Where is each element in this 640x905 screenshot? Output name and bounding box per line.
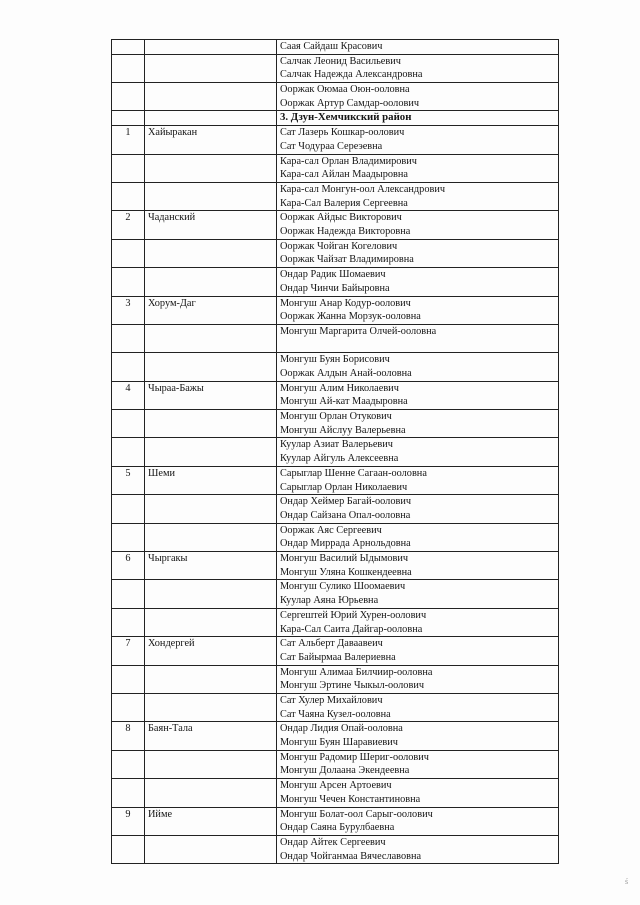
person-name: Ооржак Алдын Анай-ооловна — [280, 367, 412, 379]
names-cell — [277, 580, 559, 608]
scan-mark: ś — [625, 877, 629, 886]
names-cell — [277, 154, 559, 182]
number-cell — [112, 353, 145, 381]
person-name: Куулар Аяна Юрьевна — [280, 595, 379, 607]
number-cell: 8 — [112, 722, 145, 750]
settlement-cell — [145, 111, 277, 126]
number-cell — [112, 438, 145, 466]
person-name: Сарыглар Шенне Сагаан-ооловна — [280, 467, 427, 479]
person-name: Монгуш Буян Борисович — [280, 354, 390, 366]
names-cell — [277, 608, 559, 636]
person-name: Кара-сал Орлан Владимирович — [280, 155, 417, 167]
person-name: Кара-Сал Саита Дайгар-ооловна — [280, 623, 423, 635]
number-cell: 5 — [112, 466, 145, 494]
table-row — [112, 722, 559, 750]
person-name: Салчак Леонид Васильевич — [280, 55, 401, 67]
person-name: Монгуш Уляна Кошкендеевна — [280, 566, 412, 578]
table-row — [112, 83, 559, 111]
number-cell: 6 — [112, 552, 145, 580]
table-row — [112, 552, 559, 580]
person-name: Монгуш Анар Кодур-оолович — [280, 297, 411, 309]
person-name: Ооржак Айдыс Викторович — [280, 212, 402, 224]
person-name: Монгуш Алим Николаевич — [280, 382, 399, 394]
names-cell — [277, 637, 559, 665]
person-name: Ондар Чойганмаа Вячеславовна — [280, 850, 422, 862]
person-name: Ондар Лидия Опай-ооловна — [280, 723, 403, 735]
person-name: Салчак Надежда Александровна — [280, 69, 423, 81]
person-name: Ооржак Надежда Викторовна — [280, 226, 411, 238]
person-name: Монгуш Сулико Шоомаевич — [280, 581, 406, 593]
settlement-cell — [145, 835, 277, 863]
names-cell — [277, 381, 559, 409]
section-row — [112, 111, 559, 126]
person-name: Монгуш Эртине Чыкыл-оолович — [280, 680, 425, 692]
settlement-cell — [145, 693, 277, 721]
person-name: Монгуш Буян Шаравиевич — [280, 737, 398, 749]
settlement-cell — [145, 608, 277, 636]
number-cell — [112, 580, 145, 608]
settlement-cell: Шеми — [145, 466, 277, 494]
person-name: Ооржак Аяс Сергеевич — [280, 524, 382, 536]
person-name: Сат Альберт Даваавеич — [280, 638, 383, 650]
settlement-cell — [145, 182, 277, 210]
person-name: Монгуш Маргарита Олчей-ооловна — [280, 325, 437, 337]
names-cell — [277, 324, 559, 352]
number-cell — [112, 40, 145, 55]
person-name: Куулар Айгуль Алексеевна — [280, 453, 399, 465]
person-name: Ондар Саяна Бурулбаевна — [280, 822, 395, 834]
person-name: Монгуш Арсен Артоевич — [280, 780, 392, 792]
person-name: Саая Сайдаш Красович — [280, 41, 383, 52]
person-name: Ооржак Жанна Морзук-ооловна — [280, 311, 421, 323]
table-row — [112, 665, 559, 693]
roster-table — [111, 39, 559, 864]
number-cell: 7 — [112, 637, 145, 665]
names-cell — [277, 126, 559, 154]
number-cell — [112, 495, 145, 523]
person-name: Ондар Радик Шомаевич — [280, 269, 386, 281]
names-cell — [277, 268, 559, 296]
table-row — [112, 296, 559, 324]
table-row — [112, 40, 559, 55]
table-row — [112, 268, 559, 296]
settlement-cell: Чыраа-Бажы — [145, 381, 277, 409]
person-name: Ондар Чинчи Байыровна — [280, 282, 390, 294]
settlement-cell: Чыргакы — [145, 552, 277, 580]
settlement-cell — [145, 438, 277, 466]
names-cell — [277, 40, 559, 55]
names-cell — [277, 438, 559, 466]
number-cell: 3 — [112, 296, 145, 324]
person-name: Кара-Сал Валерия Сергеевна — [280, 197, 408, 209]
table-row — [112, 807, 559, 835]
names-cell — [277, 552, 559, 580]
number-cell: 4 — [112, 381, 145, 409]
table-row — [112, 54, 559, 82]
person-name: Сат Байырмаа Валериевна — [280, 651, 396, 663]
settlement-cell — [145, 353, 277, 381]
settlement-cell — [145, 54, 277, 82]
settlement-cell — [145, 83, 277, 111]
names-cell — [277, 495, 559, 523]
table-row — [112, 523, 559, 551]
names-cell — [277, 410, 559, 438]
names-cell — [277, 693, 559, 721]
table-row — [112, 410, 559, 438]
person-name: Монгуш Чечен Константиновна — [280, 793, 421, 805]
number-cell — [112, 665, 145, 693]
table-row — [112, 182, 559, 210]
number-cell — [112, 410, 145, 438]
names-cell — [277, 750, 559, 778]
table-row — [112, 381, 559, 409]
names-cell — [277, 239, 559, 267]
person-name: Ондар Айтек Сергеевич — [280, 836, 386, 848]
number-cell — [112, 154, 145, 182]
person-name: Куулар Азиат Валерьевич — [280, 439, 393, 451]
person-name: Ондар Миррада Арнольдовна — [280, 538, 411, 550]
number-cell — [112, 54, 145, 82]
settlement-cell — [145, 268, 277, 296]
person-name: Ондар Хеймер Багай-оолович — [280, 496, 412, 508]
person-name: Сат Чодураа Сереэевна — [280, 140, 383, 152]
settlement-cell — [145, 750, 277, 778]
settlement-cell: Чаданский — [145, 211, 277, 239]
table-row — [112, 835, 559, 863]
names-cell — [277, 523, 559, 551]
names-cell — [277, 665, 559, 693]
names-cell — [277, 779, 559, 807]
number-cell — [112, 182, 145, 210]
table-row — [112, 466, 559, 494]
person-name: Ооржак Чайзат Владимировна — [280, 254, 414, 266]
names-cell — [277, 353, 559, 381]
table-row — [112, 495, 559, 523]
settlement-cell: Ийме — [145, 807, 277, 835]
settlement-cell: Хорум-Даг — [145, 296, 277, 324]
settlement-cell: Хондергей — [145, 637, 277, 665]
person-name: Монгуш Василий Ыдымович — [280, 553, 409, 565]
person-name: Сергештей Юрий Хурен-оолович — [280, 609, 427, 621]
table-row — [112, 239, 559, 267]
number-cell — [112, 693, 145, 721]
number-cell — [112, 608, 145, 636]
number-cell — [112, 750, 145, 778]
settlement-cell — [145, 580, 277, 608]
names-cell — [277, 835, 559, 863]
person-name: Монгуш Ай-кат Маадыровна — [280, 396, 408, 408]
table-row — [112, 779, 559, 807]
names-cell — [277, 296, 559, 324]
number-cell: 2 — [112, 211, 145, 239]
roster-body — [112, 40, 559, 864]
names-cell — [277, 466, 559, 494]
names-cell — [277, 211, 559, 239]
person-name: Ондар Сайзана Опал-ооловна — [280, 509, 411, 521]
person-name: Сат Лазерь Кошкар-оолович — [280, 127, 405, 139]
number-cell: 9 — [112, 807, 145, 835]
person-name: Сат Хулер Михайлович — [280, 694, 383, 706]
names-cell — [277, 722, 559, 750]
table-row — [112, 438, 559, 466]
number-cell — [112, 239, 145, 267]
table-row — [112, 750, 559, 778]
settlement-cell — [145, 324, 277, 352]
number-cell — [112, 523, 145, 551]
person-name: Сат Чаяна Кузел-ооловна — [280, 708, 391, 720]
number-cell — [112, 779, 145, 807]
person-name: Кара-сал Монгун-оол Александрович — [280, 183, 446, 195]
settlement-cell — [145, 410, 277, 438]
table-row — [112, 608, 559, 636]
table-row — [112, 126, 559, 154]
number-cell — [112, 324, 145, 352]
settlement-cell — [145, 495, 277, 523]
person-name: Монгуш Долаана Экендеевна — [280, 765, 410, 777]
number-cell — [112, 111, 145, 126]
table-row — [112, 324, 559, 352]
number-cell — [112, 83, 145, 111]
number-cell — [112, 268, 145, 296]
settlement-cell — [145, 523, 277, 551]
table-row — [112, 211, 559, 239]
names-cell — [277, 182, 559, 210]
settlement-cell — [145, 239, 277, 267]
names-cell — [277, 54, 559, 82]
table-row — [112, 353, 559, 381]
names-cell — [277, 807, 559, 835]
settlement-cell: Баян-Тала — [145, 722, 277, 750]
person-name: Сарыглар Орлан Николаевич — [280, 481, 408, 493]
person-name: Ооржак Оюмаа Оюн-ооловна — [280, 84, 410, 96]
person-name: Монгуш Радомир Шериг-оолович — [280, 751, 429, 763]
table-row — [112, 580, 559, 608]
settlement-cell — [145, 779, 277, 807]
person-name: Монгуш Алимаа Билчиир-ооловна — [280, 666, 433, 678]
person-name: Кара-сал Айлан Маадыровна — [280, 169, 408, 181]
person-name: Монгуш Айслуу Валерьевна — [280, 424, 406, 436]
settlement-cell: Хайыракан — [145, 126, 277, 154]
number-cell: 1 — [112, 126, 145, 154]
names-cell — [277, 83, 559, 111]
number-cell — [112, 835, 145, 863]
person-name: Монгуш Орлан Отукович — [280, 411, 392, 423]
section-title: 3. Дзун-Хемчикский район — [277, 111, 559, 126]
person-name: Ооржак Артур Самдар-оолович — [280, 97, 420, 109]
table-row — [112, 637, 559, 665]
settlement-cell — [145, 154, 277, 182]
person-name: Ооржак Чойган Когелович — [280, 240, 398, 252]
settlement-cell — [145, 40, 277, 55]
settlement-cell — [145, 665, 277, 693]
table-row — [112, 693, 559, 721]
table-row — [112, 154, 559, 182]
person-name: Монгуш Болат-оол Сарыг-оолович — [280, 808, 433, 820]
